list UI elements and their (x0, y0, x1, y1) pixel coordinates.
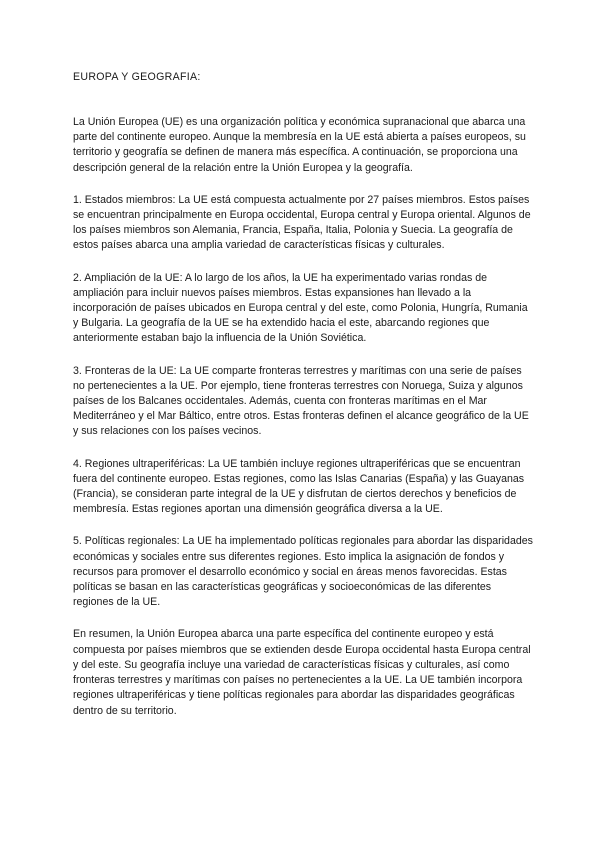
paragraph-politicas-regionales: 5. Políticas regionales: La UE ha implementado políticas regionales para abordar las disparidades económicas y sociales entre sus diferentes regiones. Esto implica la asignación de fondos y recursos para promover el desarrollo económico y social en áreas menos favorecidas. Estas políticas se basan en las características geográficas y socioeconómicas de las diferentes regiones de la UE. (73, 535, 533, 609)
paragraph-fronteras: 3. Fronteras de la UE: La UE comparte fronteras terrestres y marítimas con una serie de países no pertenecientes a la UE. Por ejemplo, tiene fronteras terrestres con Noruega, Suiza y algunos países de los Balcanes occidentales. Además, cuenta con fronteras marítimas en el Mar Mediterráneo y el Mar Báltico, entre otros. Estas fronteras definen el alcance geográfico de la UE y sus relaciones con los países vecinos. (73, 364, 529, 438)
document-body (73, 115, 533, 736)
paragraph-ampliacion: 2. Ampliación de la UE: A lo largo de los años, la UE ha experimentado varias rondas de ampliación para incluir nuevos países miembros. Estas expansiones han llevado a la incorporación de países ubicados en Europa central y del este, como Polonia, Hungría, Rumania y Bulgaria. La geografía de la UE se ha extendido hacia el este, abarcando regiones que anteriormente estaban bajo la influencia de la Unión Soviética. (73, 271, 528, 345)
paragraph-resumen: En resumen, la Unión Europea abarca una parte específica del continente europeo y está compuesta por países miembros que se extienden desde Europa occidental hasta Europa central y del este. Su geografía incluye una variedad de características físicas y culturales, así como fronteras terrestres y marítimas con países no pertenecientes a la UE. La UE también incorpora regiones ultraperiféricas y tiene políticas regionales para abordar las disparidades geográficas dentro de su territorio. (73, 628, 531, 717)
paragraph-regiones-ultraperifericas: 4. Regiones ultraperiféricas: La UE también incluye regiones ultraperiféricas que se encuentran fuera del continente europeo. Estas regiones, como las Islas Canarias (España) y las Guayanas (Francia), se consideran parte integral de la UE y disfrutan de ciertos derechos y beneficios de membresía. Estas regiones aportan una dimensión geográfica diversa a la UE. (73, 457, 525, 516)
paragraph-intro: La Unión Europea (UE) es una organización política y económica supranacional que abarca una parte del continente europeo. Aunque la membresía en la UE está abierta a países europeos, su territorio y geografía se definen de manera más específica. A continuación, se proporciona una descripción general de la relación entre la Unión Europea y la geografía. (73, 116, 526, 174)
paragraph-estados-miembros: 1. Estados miembros: La UE está compuesta actualmente por 27 países miembros. Estos países se encuentran principalmente en Europa occidental, Europa central y Europa oriental. Algunos de los países miembros son Alemania, Francia, España, Italia, Polonia y Suecia. La geografía de estos países abarca una amplia variedad de características físicas y culturales. (73, 193, 531, 252)
document-title: EUROPA Y GEOGRAFIA: (73, 71, 201, 83)
